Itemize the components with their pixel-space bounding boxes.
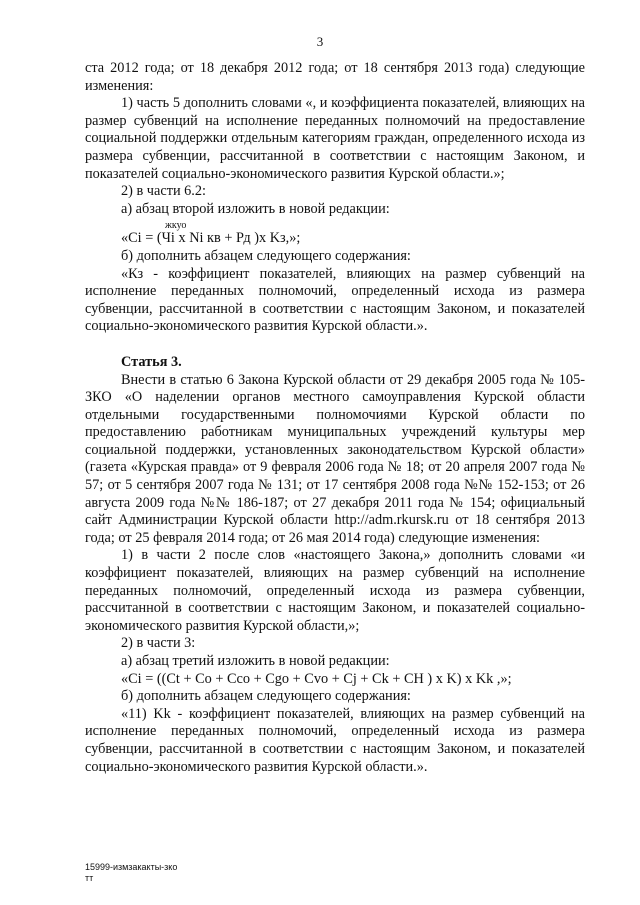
article-3-intro: Внести в статью 6 Закона Курской области от 29 декабря 2005 года № 105-ЗКО «О наделении органов местного самоуправления Курской области отдельными государственными полномочиями Курской области по предоставлению работникам муниципальных учреждений культуры мер социальной поддержки, установленных законодательством Курской области» (газета «Курская правда» от 9 февраля 2006 года № 18; от 20 апреля 2007 года № 57; от 5 сентября 2007 года № 131; от 17 сентября 2008 года №№ 152-153; от 26 августа 2009 года №№ 186-187; от 27 декабря 2011 года № 154; официальный сайт Администрации Курской области http://adm.rkursk.ru от 18 сентября 2013 года; от 25 февраля 2014 года; от 26 мая 2014 года) следующие изменения: xyxy=(85,371,585,546)
article-3-sub-item-a: а) абзац третий изложить в новой редакции: xyxy=(121,653,390,669)
page-number: 3 xyxy=(316,34,324,49)
footer-line-2: тт xyxy=(85,873,94,883)
article-heading: Статья 3. xyxy=(121,353,182,370)
formula-2: «Ci = ((Ct + Co + Cco + Cgo + Cvo + Cj + Ck + CH ) x K) x Kk ,»; xyxy=(121,670,512,687)
formula-1 xyxy=(121,216,585,248)
article-3-sub-item-b: б) дополнить абзацем следующего содержания: xyxy=(121,688,411,705)
coefficient-definition-2: «11) Kk - коэффициент показателей, влияющих на размер субвенций на исполнение переданных полномочий, определенный исхода из размера субвенции, рассчитанной в соответствии с настоящим Законом, и показателей социально-экономического развития Курской области.». xyxy=(85,705,585,775)
sub-item-a: а) абзац второй изложить в новой редакции: xyxy=(121,200,390,217)
document-footer-id xyxy=(85,862,177,884)
document-body xyxy=(85,60,585,776)
amendment-item-1: 1) часть 5 дополнить словами «, и коэффициента показателей, влияющих на размер субвенций на исполнение переданных полномочий на предоставление социальной поддержки отдельным категориям граждан, определенного исхода из размера субвенции, рассчитанной в соответствии с настоящим Законом, и показателей социально-экономического развития Курской области.»; xyxy=(85,95,585,182)
article-3-item-1: 1) в части 2 после слов «настоящего Закона,» дополнить словами «и коэффициент показателей, влияющих на размер субвенций на исполнение переданных полномочий, определенный исхода из размера субвенции, рассчитанной в соответствии с настоящим Законом, и показателей социально-экономического развития Курской области,»; xyxy=(85,547,585,634)
paragraph-continuation: ста 2012 года; от 18 декабря 2012 года; от 18 сентября 2013 года) следующие изменения: xyxy=(85,60,585,94)
sub-item-b: б) дополнить абзацем следующего содержания: xyxy=(121,247,411,264)
formula-1-text: «Ci = (Чi x Ni кв + Рд )х Kз,»; xyxy=(121,230,301,247)
article-3-item-2: 2) в части 3: xyxy=(121,635,196,652)
footer-line-1: 15999-измзакакты-зко xyxy=(85,862,178,872)
formula-1-superscript: жкуо xyxy=(165,220,187,232)
amendment-item-2: 2) в части 6.2: xyxy=(121,183,207,200)
coefficient-definition-1: «Кз - коэффициент показателей, влияющих на размер субвенций на исполнение переданных полномочий, определенный исхода из размера субвенции, рассчитанной в соответствии с настоящим Законом, и показателей социально-экономического развития Курской области.». xyxy=(85,265,585,335)
